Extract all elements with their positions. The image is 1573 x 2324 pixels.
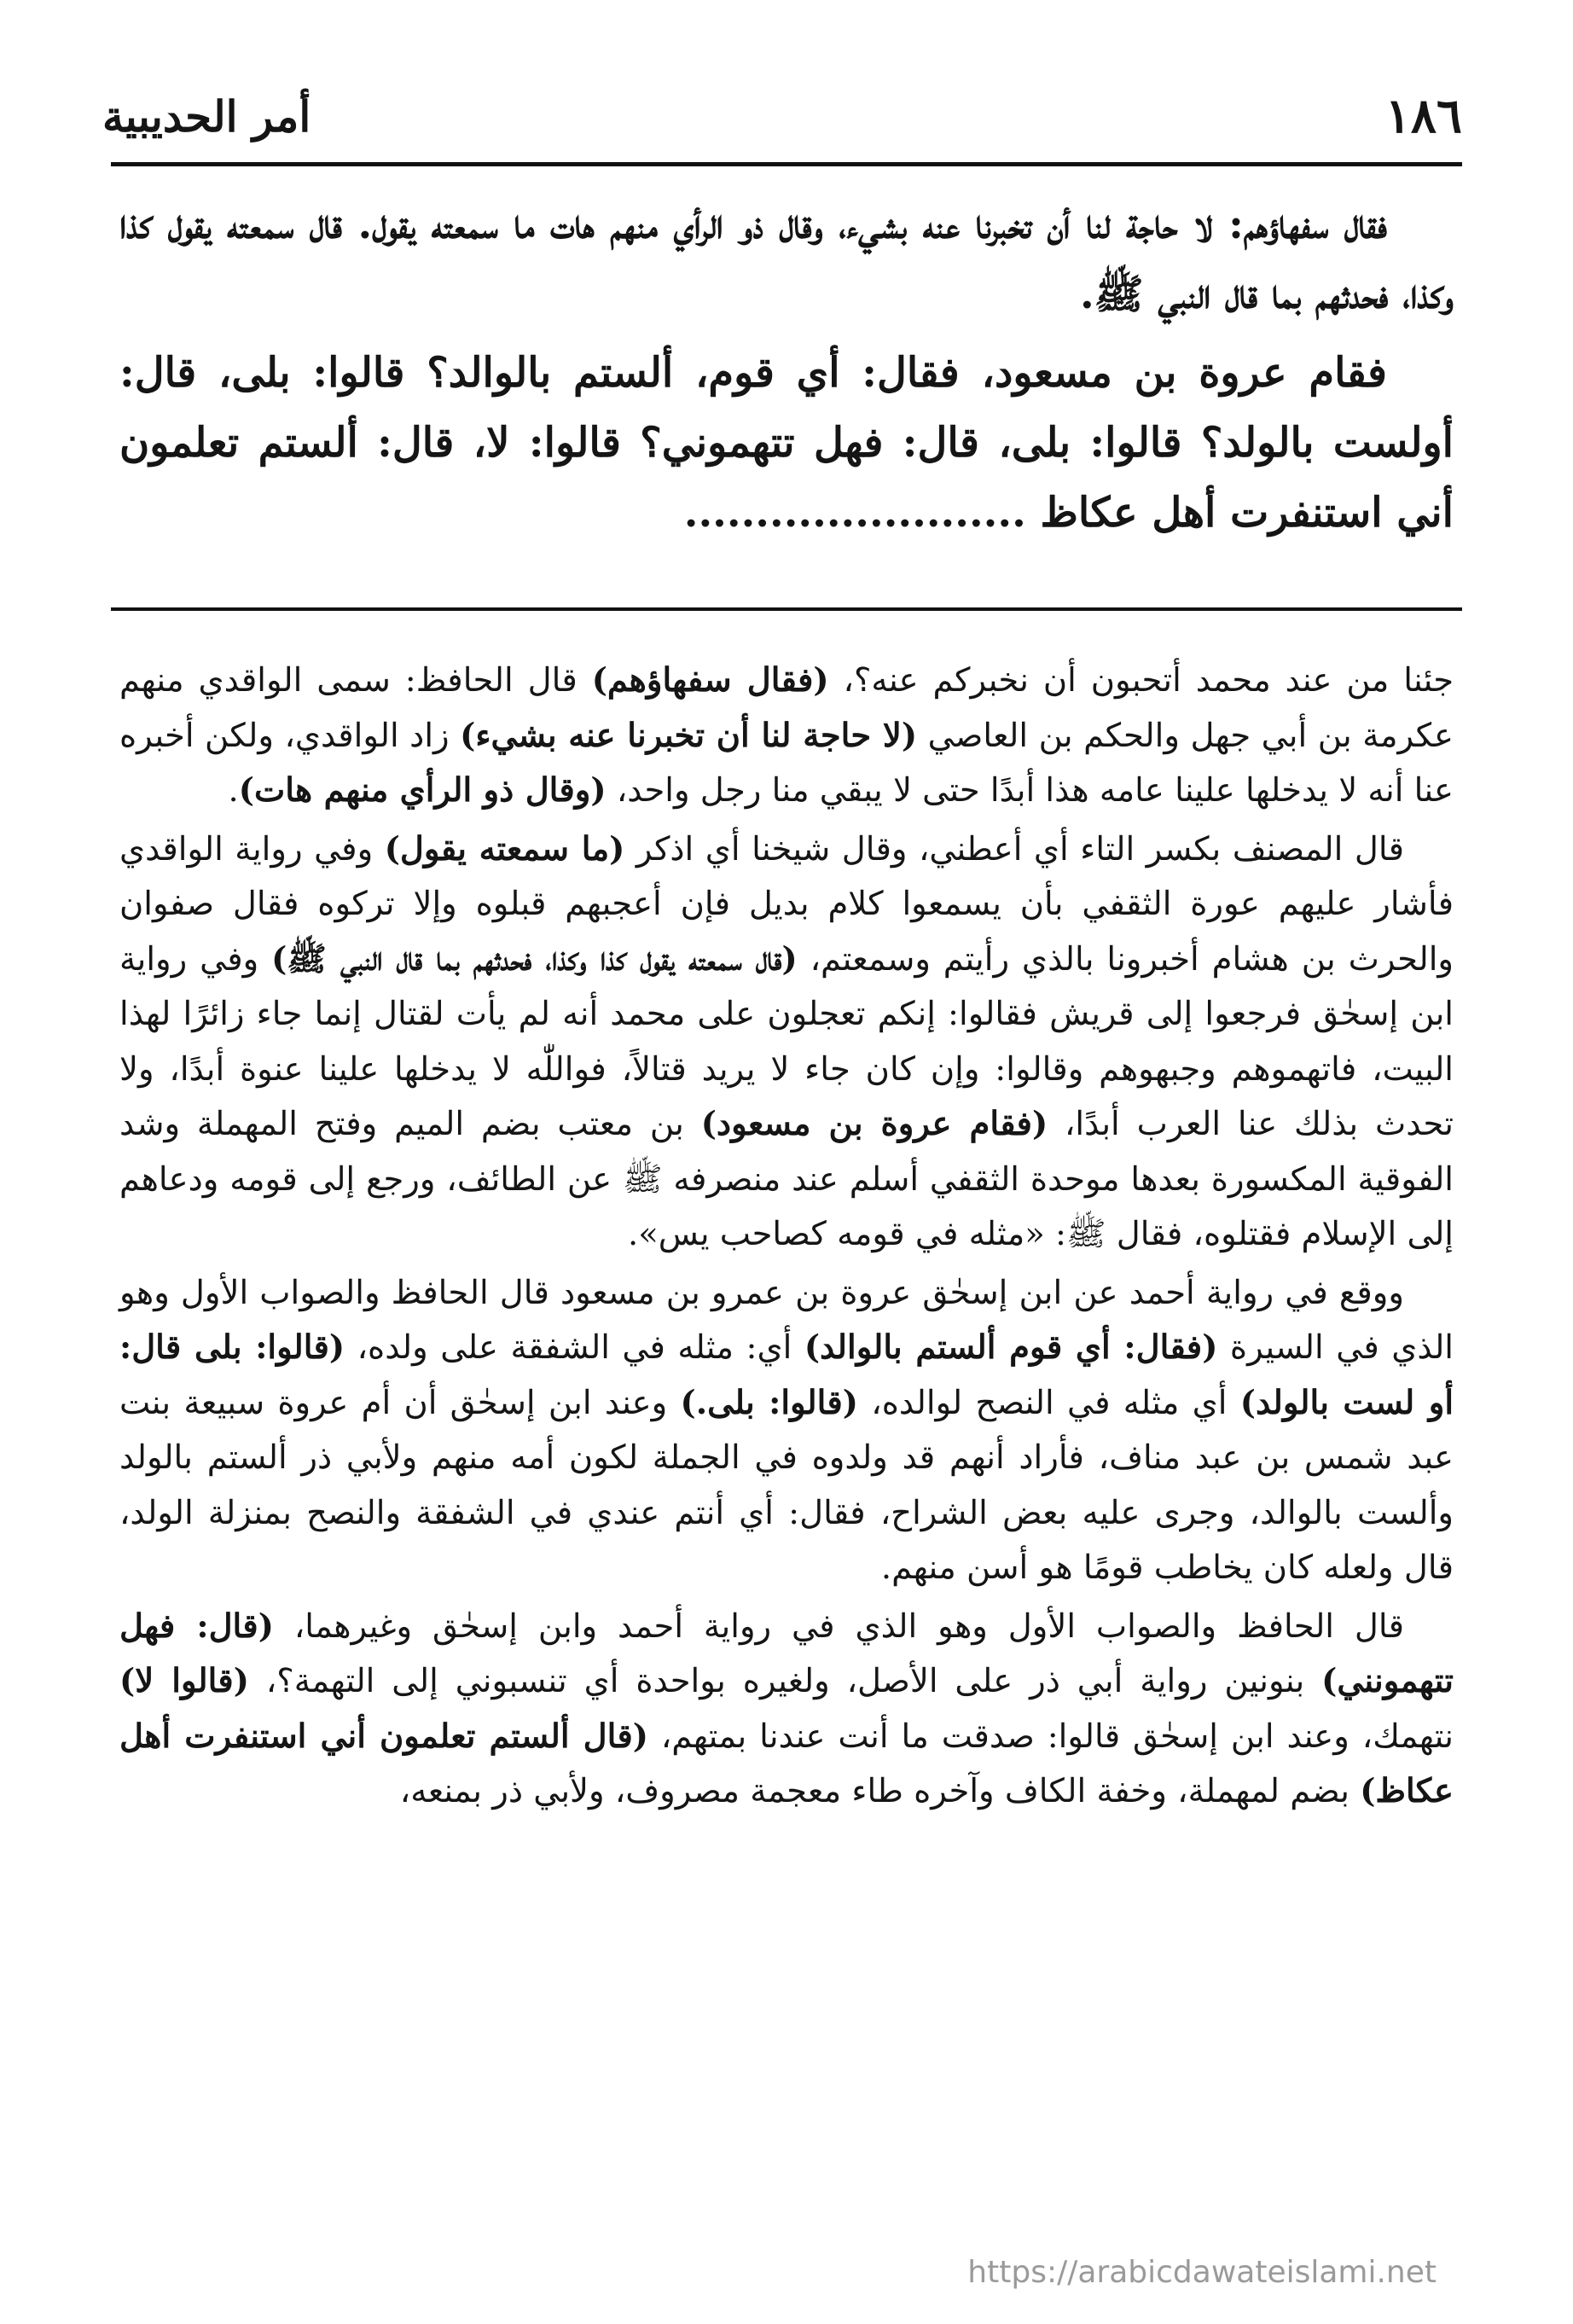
header-rule bbox=[111, 162, 1462, 166]
commentary-text: . bbox=[228, 771, 239, 810]
watermark-url: https://arabicdawateislami.net bbox=[967, 2255, 1437, 2290]
quoted-phrase: (فقال: أي قوم ألستم بالوالد) bbox=[804, 1328, 1218, 1367]
commentary-text: وفي رواية ابن إسحٰق فرجعوا إلى قريش فقالوا: إنكم تعجلون على محمد أنه لم يأت لقتال إنما جاء زائرًا لهذا البيت، فاتهموهم وجبهوهم وقالوا: وإن كان جاء لا يريد قتالاً، فواللّٰه لا يدخلها علينا عنوة أبدًا، ولا تحدث بذلك عنا العرب أبدًا، bbox=[119, 939, 1454, 1143]
commentary-text: أي: مثله في الشفقة على ولده، bbox=[345, 1328, 804, 1367]
commentary-text: قال الحافظ: سمى الواقدي منهم عكرمة بن أبي جهل والحكم بن العاصي bbox=[119, 661, 1454, 755]
commentary-text: جئنا من عند محمد أتحبون أن نخبركم عنه؟، bbox=[828, 661, 1454, 700]
main-paragraph-1: فقال سفهاؤهم: لا حاجة لنا أن تخبرنا عنه بشيء، وقال ذو الرأي منهم هات ما سمعته يقول. قال سمعته يقول كذا وكذا، فحدثهم بما قال النبي ﷺ. bbox=[119, 200, 1454, 318]
commentary-text: زاد الواقدي، ولكن أخبره عنا أنه لا يدخلها علينا عامه هذا أبدًا حتى لا يبقي منا رجل واحد، bbox=[119, 716, 1454, 810]
quoted-phrase: (وقال ذو الرأي منهم هات) bbox=[238, 771, 607, 810]
commentary-text: ووقع في رواية أحمد عن ابن إسحٰق عروة بن عمرو بن مسعود قال الحافظ والصواب الأول وهو الذي في السيرة bbox=[119, 1273, 1454, 1367]
quoted-phrase: (قال ألستم تعلمون أني استنفرت أهل عكاظ) bbox=[119, 1717, 1454, 1810]
running-title: أمر الحديبية bbox=[102, 90, 311, 142]
quoted-phrase: (ما سمعته يقول) bbox=[384, 829, 625, 869]
quoted-phrase: (لا حاجة لنا أن تخبرنا عنه بشيء) bbox=[460, 716, 918, 755]
main-paragraph-2 bbox=[119, 338, 1454, 548]
commentary-text: قال المصنف بكسر التاء أي أعطني، وقال شيخنا أي اذكر bbox=[624, 829, 1404, 869]
commentary-paragraph-1 bbox=[119, 654, 1454, 819]
ellipsis: ........................ bbox=[683, 489, 1026, 537]
commentary bbox=[119, 654, 1454, 1823]
quoted-phrase: (قالوا لا) bbox=[119, 1662, 249, 1700]
quoted-phrase: (قال سمعته يقول كذا وكذا، فحدثهم بما قال النبي ﷺ) bbox=[271, 939, 798, 979]
commentary-text: أي مثله في النصح لوالده، bbox=[858, 1383, 1240, 1422]
commentary-text: بضم لمهملة، وخفة الكاف وآخره طاء معجمة مصروف، ولأبي ذر بمنعه، bbox=[399, 1772, 1361, 1810]
commentary-paragraph-3 bbox=[119, 1266, 1454, 1596]
page-number: ١٨٦ bbox=[1384, 88, 1462, 144]
quoted-phrase: (قال: فهل تتهمونني) bbox=[119, 1606, 1454, 1700]
commentary-text: وعند ابن إسحٰق أن أم عروة سبيعة بنت عبد شمس بن عبد مناف، فأراد أنهم قد ولدوه في الجملة لكون أمه منهم ولأبي ذر ألستم بالولد وألست بالوالد، وجرى عليه بعض الشراح، فقال: أي أنتم عندي في الشفقة والنصح بمنزلة الولد، قال ولعله كان يخاطب قومًا هو أسن منهم. bbox=[119, 1383, 1454, 1587]
commentary-text: وفي رواية الواقدي فأشار عليهم عورة الثقفي بأن يسمعوا كلام بديل فإن أعجبهم قبلوه وإلا تركوه فقال صفوان والحرث بن هشام أخبرونا بالذي رأيتم وسمعتم، bbox=[119, 829, 1454, 979]
quoted-phrase: (فقال سفهاؤهم) bbox=[591, 661, 829, 700]
commentary-paragraph-2 bbox=[119, 822, 1454, 1263]
main-text bbox=[119, 189, 1454, 556]
commentary-text: قال الحافظ والصواب الأول وهو الذي في رواية أحمد وابن إسحٰق وغيرهما، bbox=[273, 1606, 1405, 1646]
quoted-phrase: (قالوا: بلى.) bbox=[680, 1383, 859, 1422]
page-header bbox=[102, 82, 1462, 150]
commentary-text: بن معتب بضم الميم وفتح المهملة وشد الفوقية المكسورة بعدها موحدة الثقفي أسلم عند منصرفه ﷺ عن الطائف، ورجع إلى قومه ودعاهم إلى الإسلام فقتلوه، فقال ﷺ: «مثله في قومه كصاحب يس». bbox=[119, 1105, 1454, 1253]
commentary-text: بنونين رواية أبي ذر على الأصل، ولغيره بواحدة أي تنسبوني إلى التهمة؟، bbox=[248, 1662, 1322, 1700]
section-divider bbox=[111, 607, 1462, 611]
commentary-paragraph-4 bbox=[119, 1600, 1454, 1820]
main-paragraph-2-text: فقام عروة بن مسعود، فقال: أي قوم، ألستم بالوالد؟ قالوا: بلى، قال: أولست بالولد؟ قالوا: بلى، قال: فهل تتهموني؟ قالوا: لا، قال: ألستم تعلمون أني استنفرت أهل عكاظ bbox=[119, 349, 1454, 537]
quoted-phrase: (قالوا: بلى قال: أو لست بالولد) bbox=[119, 1328, 1454, 1422]
quoted-phrase: (فقام عروة بن مسعود) bbox=[700, 1105, 1048, 1143]
commentary-text: نتهمك، وعند ابن إسحٰق قالوا: صدقت ما أنت عندنا بمتهم، bbox=[647, 1717, 1454, 1756]
